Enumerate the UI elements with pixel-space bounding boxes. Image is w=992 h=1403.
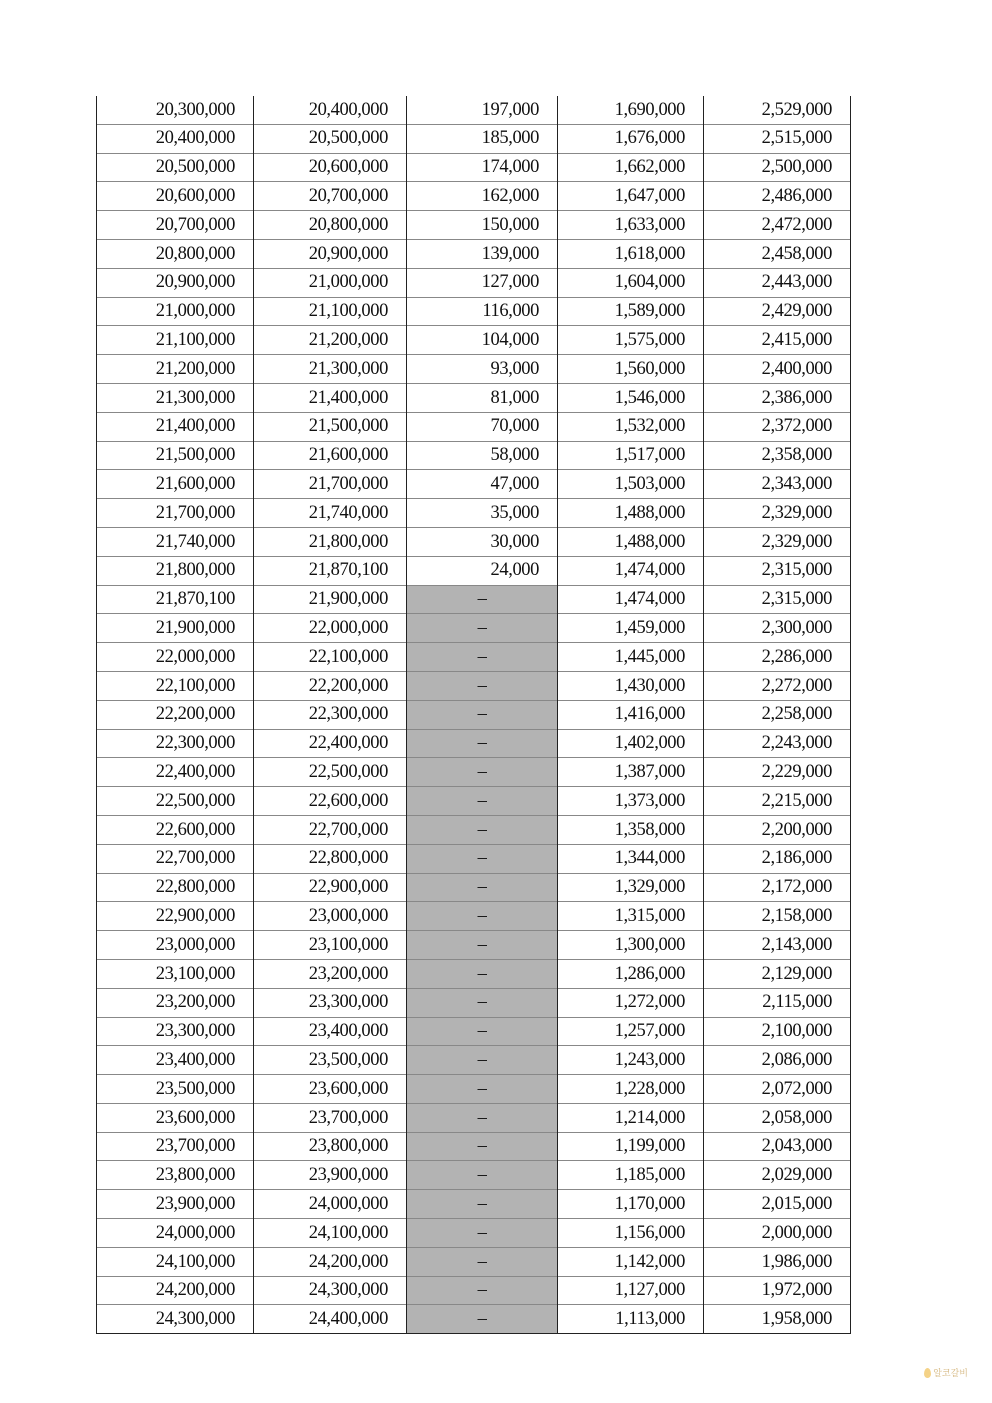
cell-income-to: 22,300,000 xyxy=(254,700,407,729)
cell-income-to: 23,600,000 xyxy=(254,1075,407,1104)
cell-income-from: 23,500,000 xyxy=(97,1075,254,1104)
cell-amount-c: 2,043,000 xyxy=(704,1132,851,1161)
drop-icon xyxy=(924,1368,931,1378)
cell-amount-c: 2,200,000 xyxy=(704,815,851,844)
cell-amount-c: 2,329,000 xyxy=(704,527,851,556)
cell-amount-b: 1,647,000 xyxy=(558,182,704,211)
cell-income-from: 21,870,100 xyxy=(97,585,254,614)
table-row xyxy=(97,1017,851,1046)
table-row xyxy=(97,988,851,1017)
cell-amount-c: 2,000,000 xyxy=(704,1219,851,1248)
cell-income-to: 24,300,000 xyxy=(254,1276,407,1305)
tax-table xyxy=(96,96,851,1334)
cell-amount-a: – xyxy=(407,643,558,672)
table-row xyxy=(97,1247,851,1276)
cell-amount-b: 1,257,000 xyxy=(558,1017,704,1046)
cell-amount-b: 1,387,000 xyxy=(558,758,704,787)
cell-amount-c: 2,286,000 xyxy=(704,643,851,672)
cell-amount-b: 1,517,000 xyxy=(558,441,704,470)
cell-income-from: 24,100,000 xyxy=(97,1247,254,1276)
cell-income-to: 22,000,000 xyxy=(254,614,407,643)
cell-income-from: 21,000,000 xyxy=(97,297,254,326)
table-row xyxy=(97,614,851,643)
table-row xyxy=(97,470,851,499)
cell-amount-c: 1,972,000 xyxy=(704,1276,851,1305)
cell-amount-b: 1,488,000 xyxy=(558,499,704,528)
cell-income-to: 23,800,000 xyxy=(254,1132,407,1161)
cell-amount-c: 2,129,000 xyxy=(704,959,851,988)
cell-amount-b: 1,373,000 xyxy=(558,787,704,816)
table-row xyxy=(97,758,851,787)
cell-income-to: 24,400,000 xyxy=(254,1305,407,1334)
cell-income-from: 20,300,000 xyxy=(97,96,254,124)
cell-amount-c: 2,086,000 xyxy=(704,1046,851,1075)
cell-amount-a: – xyxy=(407,988,558,1017)
cell-income-from: 23,400,000 xyxy=(97,1046,254,1075)
table-row xyxy=(97,153,851,182)
cell-amount-b: 1,315,000 xyxy=(558,902,704,931)
cell-income-from: 22,200,000 xyxy=(97,700,254,729)
cell-income-from: 23,100,000 xyxy=(97,959,254,988)
cell-amount-c: 2,343,000 xyxy=(704,470,851,499)
cell-income-from: 21,800,000 xyxy=(97,556,254,585)
table-row xyxy=(97,355,851,384)
cell-amount-c: 2,386,000 xyxy=(704,383,851,412)
cell-amount-a: 104,000 xyxy=(407,326,558,355)
cell-income-to: 21,870,100 xyxy=(254,556,407,585)
cell-income-to: 21,000,000 xyxy=(254,268,407,297)
cell-amount-c: 2,472,000 xyxy=(704,211,851,240)
cell-amount-b: 1,329,000 xyxy=(558,873,704,902)
table-row xyxy=(97,239,851,268)
cell-amount-b: 1,618,000 xyxy=(558,239,704,268)
cell-amount-c: 2,529,000 xyxy=(704,96,851,124)
cell-amount-b: 1,633,000 xyxy=(558,211,704,240)
cell-amount-b: 1,560,000 xyxy=(558,355,704,384)
cell-amount-c: 2,315,000 xyxy=(704,585,851,614)
cell-amount-b: 1,300,000 xyxy=(558,931,704,960)
cell-amount-b: 1,445,000 xyxy=(558,643,704,672)
cell-income-to: 22,200,000 xyxy=(254,671,407,700)
cell-income-to: 21,700,000 xyxy=(254,470,407,499)
cell-income-to: 20,900,000 xyxy=(254,239,407,268)
cell-amount-c: 1,958,000 xyxy=(704,1305,851,1334)
table-row xyxy=(97,1190,851,1219)
cell-income-to: 21,740,000 xyxy=(254,499,407,528)
cell-amount-a: – xyxy=(407,959,558,988)
cell-amount-a: – xyxy=(407,1017,558,1046)
cell-amount-c: 2,358,000 xyxy=(704,441,851,470)
table-row xyxy=(97,124,851,153)
cell-income-from: 20,800,000 xyxy=(97,239,254,268)
cell-amount-c: 2,029,000 xyxy=(704,1161,851,1190)
cell-income-from: 21,740,000 xyxy=(97,527,254,556)
cell-amount-b: 1,474,000 xyxy=(558,585,704,614)
cell-income-to: 22,700,000 xyxy=(254,815,407,844)
cell-income-from: 21,700,000 xyxy=(97,499,254,528)
cell-amount-a: – xyxy=(407,1276,558,1305)
cell-income-to: 22,900,000 xyxy=(254,873,407,902)
table-row xyxy=(97,931,851,960)
cell-amount-b: 1,662,000 xyxy=(558,153,704,182)
table-row xyxy=(97,959,851,988)
cell-amount-c: 2,229,000 xyxy=(704,758,851,787)
cell-income-to: 24,000,000 xyxy=(254,1190,407,1219)
table-row xyxy=(97,326,851,355)
cell-income-to: 20,800,000 xyxy=(254,211,407,240)
cell-amount-a: 70,000 xyxy=(407,412,558,441)
cell-amount-a: – xyxy=(407,1075,558,1104)
cell-amount-b: 1,170,000 xyxy=(558,1190,704,1219)
cell-income-to: 23,300,000 xyxy=(254,988,407,1017)
table-row xyxy=(97,700,851,729)
cell-amount-c: 2,329,000 xyxy=(704,499,851,528)
cell-amount-b: 1,575,000 xyxy=(558,326,704,355)
cell-income-from: 22,700,000 xyxy=(97,844,254,873)
cell-amount-b: 1,589,000 xyxy=(558,297,704,326)
cell-income-from: 22,900,000 xyxy=(97,902,254,931)
cell-income-to: 22,500,000 xyxy=(254,758,407,787)
cell-income-to: 24,100,000 xyxy=(254,1219,407,1248)
cell-income-to: 23,400,000 xyxy=(254,1017,407,1046)
cell-amount-b: 1,358,000 xyxy=(558,815,704,844)
table-row xyxy=(97,383,851,412)
cell-amount-c: 2,458,000 xyxy=(704,239,851,268)
cell-amount-a: – xyxy=(407,585,558,614)
cell-income-to: 22,800,000 xyxy=(254,844,407,873)
cell-income-from: 20,400,000 xyxy=(97,124,254,153)
cell-income-to: 23,200,000 xyxy=(254,959,407,988)
cell-amount-b: 1,286,000 xyxy=(558,959,704,988)
cell-amount-b: 1,142,000 xyxy=(558,1247,704,1276)
table-row xyxy=(97,297,851,326)
cell-income-to: 21,900,000 xyxy=(254,585,407,614)
cell-amount-a: 127,000 xyxy=(407,268,558,297)
cell-amount-b: 1,344,000 xyxy=(558,844,704,873)
table-row xyxy=(97,671,851,700)
cell-amount-a: 139,000 xyxy=(407,239,558,268)
cell-income-from: 21,400,000 xyxy=(97,412,254,441)
cell-amount-c: 2,243,000 xyxy=(704,729,851,758)
cell-amount-a: – xyxy=(407,1305,558,1334)
cell-income-from: 23,600,000 xyxy=(97,1103,254,1132)
cell-income-to: 23,000,000 xyxy=(254,902,407,931)
table-row xyxy=(97,412,851,441)
cell-income-to: 21,600,000 xyxy=(254,441,407,470)
cell-amount-c: 2,372,000 xyxy=(704,412,851,441)
cell-income-from: 24,300,000 xyxy=(97,1305,254,1334)
table-row xyxy=(97,96,851,124)
cell-income-from: 23,300,000 xyxy=(97,1017,254,1046)
cell-amount-c: 2,443,000 xyxy=(704,268,851,297)
table-row xyxy=(97,585,851,614)
cell-income-from: 23,800,000 xyxy=(97,1161,254,1190)
cell-amount-a: 116,000 xyxy=(407,297,558,326)
cell-amount-c: 1,986,000 xyxy=(704,1247,851,1276)
table-row xyxy=(97,643,851,672)
table-row xyxy=(97,211,851,240)
cell-amount-b: 1,459,000 xyxy=(558,614,704,643)
cell-amount-b: 1,214,000 xyxy=(558,1103,704,1132)
cell-amount-c: 2,015,000 xyxy=(704,1190,851,1219)
table-row xyxy=(97,1103,851,1132)
cell-amount-b: 1,474,000 xyxy=(558,556,704,585)
cell-amount-b: 1,228,000 xyxy=(558,1075,704,1104)
cell-amount-c: 2,415,000 xyxy=(704,326,851,355)
cell-amount-c: 2,143,000 xyxy=(704,931,851,960)
cell-amount-a: – xyxy=(407,1046,558,1075)
cell-amount-a: 35,000 xyxy=(407,499,558,528)
cell-income-to: 20,500,000 xyxy=(254,124,407,153)
cell-amount-b: 1,604,000 xyxy=(558,268,704,297)
cell-amount-a: 185,000 xyxy=(407,124,558,153)
cell-amount-b: 1,272,000 xyxy=(558,988,704,1017)
cell-amount-c: 2,300,000 xyxy=(704,614,851,643)
cell-amount-a: – xyxy=(407,1190,558,1219)
cell-amount-b: 1,416,000 xyxy=(558,700,704,729)
cell-income-from: 22,500,000 xyxy=(97,787,254,816)
table-row xyxy=(97,1219,851,1248)
cell-income-from: 22,100,000 xyxy=(97,671,254,700)
cell-amount-c: 2,100,000 xyxy=(704,1017,851,1046)
cell-income-from: 21,500,000 xyxy=(97,441,254,470)
cell-amount-a: 30,000 xyxy=(407,527,558,556)
cell-amount-c: 2,315,000 xyxy=(704,556,851,585)
cell-income-to: 21,300,000 xyxy=(254,355,407,384)
cell-income-to: 22,100,000 xyxy=(254,643,407,672)
cell-income-from: 22,600,000 xyxy=(97,815,254,844)
cell-amount-b: 1,156,000 xyxy=(558,1219,704,1248)
cell-amount-b: 1,243,000 xyxy=(558,1046,704,1075)
cell-amount-b: 1,676,000 xyxy=(558,124,704,153)
cell-income-from: 23,700,000 xyxy=(97,1132,254,1161)
cell-amount-c: 2,115,000 xyxy=(704,988,851,1017)
cell-income-from: 23,000,000 xyxy=(97,931,254,960)
cell-income-from: 24,200,000 xyxy=(97,1276,254,1305)
cell-amount-b: 1,113,000 xyxy=(558,1305,704,1334)
cell-income-from: 24,000,000 xyxy=(97,1219,254,1248)
table-row xyxy=(97,556,851,585)
cell-income-to: 21,100,000 xyxy=(254,297,407,326)
cell-income-to: 22,600,000 xyxy=(254,787,407,816)
cell-income-from: 21,200,000 xyxy=(97,355,254,384)
cell-income-from: 22,800,000 xyxy=(97,873,254,902)
cell-amount-a: – xyxy=(407,1247,558,1276)
cell-amount-c: 2,258,000 xyxy=(704,700,851,729)
cell-amount-a: – xyxy=(407,700,558,729)
cell-amount-c: 2,429,000 xyxy=(704,297,851,326)
watermark xyxy=(924,1366,968,1379)
cell-income-to: 23,500,000 xyxy=(254,1046,407,1075)
cell-income-to: 21,500,000 xyxy=(254,412,407,441)
table-row xyxy=(97,499,851,528)
cell-income-to: 23,700,000 xyxy=(254,1103,407,1132)
cell-amount-c: 2,158,000 xyxy=(704,902,851,931)
cell-amount-a: – xyxy=(407,787,558,816)
cell-amount-a: 150,000 xyxy=(407,211,558,240)
cell-amount-a: 47,000 xyxy=(407,470,558,499)
table-row xyxy=(97,902,851,931)
table-row xyxy=(97,729,851,758)
cell-income-from: 20,500,000 xyxy=(97,153,254,182)
cell-income-from: 20,600,000 xyxy=(97,182,254,211)
table-row xyxy=(97,1132,851,1161)
cell-amount-c: 2,272,000 xyxy=(704,671,851,700)
table-row xyxy=(97,844,851,873)
table-body xyxy=(97,96,851,1334)
cell-amount-c: 2,500,000 xyxy=(704,153,851,182)
table-row xyxy=(97,815,851,844)
cell-amount-b: 1,127,000 xyxy=(558,1276,704,1305)
cell-amount-b: 1,185,000 xyxy=(558,1161,704,1190)
cell-amount-a: – xyxy=(407,815,558,844)
table-row xyxy=(97,527,851,556)
cell-amount-b: 1,532,000 xyxy=(558,412,704,441)
cell-amount-a: – xyxy=(407,758,558,787)
cell-amount-c: 2,058,000 xyxy=(704,1103,851,1132)
cell-income-to: 21,400,000 xyxy=(254,383,407,412)
table-row xyxy=(97,1075,851,1104)
cell-income-from: 21,100,000 xyxy=(97,326,254,355)
table-row xyxy=(97,1305,851,1334)
cell-amount-b: 1,402,000 xyxy=(558,729,704,758)
watermark-text: 알코갈비 xyxy=(933,1369,968,1379)
cell-amount-a: 197,000 xyxy=(407,96,558,124)
cell-amount-b: 1,430,000 xyxy=(558,671,704,700)
cell-amount-a: 58,000 xyxy=(407,441,558,470)
cell-income-to: 22,400,000 xyxy=(254,729,407,758)
cell-income-to: 20,600,000 xyxy=(254,153,407,182)
table-row xyxy=(97,873,851,902)
cell-income-to: 23,900,000 xyxy=(254,1161,407,1190)
table-row xyxy=(97,268,851,297)
cell-amount-c: 2,486,000 xyxy=(704,182,851,211)
cell-amount-b: 1,488,000 xyxy=(558,527,704,556)
cell-amount-a: 174,000 xyxy=(407,153,558,182)
cell-amount-b: 1,546,000 xyxy=(558,383,704,412)
cell-income-from: 21,300,000 xyxy=(97,383,254,412)
cell-amount-c: 2,215,000 xyxy=(704,787,851,816)
cell-amount-a: 24,000 xyxy=(407,556,558,585)
cell-amount-c: 2,400,000 xyxy=(704,355,851,384)
cell-amount-a: – xyxy=(407,931,558,960)
cell-amount-a: 93,000 xyxy=(407,355,558,384)
cell-income-to: 23,100,000 xyxy=(254,931,407,960)
cell-amount-a: – xyxy=(407,1132,558,1161)
cell-income-to: 20,400,000 xyxy=(254,96,407,124)
cell-amount-a: – xyxy=(407,1103,558,1132)
cell-amount-a: – xyxy=(407,614,558,643)
cell-income-to: 21,800,000 xyxy=(254,527,407,556)
table-row xyxy=(97,441,851,470)
cell-amount-c: 2,072,000 xyxy=(704,1075,851,1104)
cell-amount-b: 1,503,000 xyxy=(558,470,704,499)
cell-income-from: 20,900,000 xyxy=(97,268,254,297)
cell-income-to: 20,700,000 xyxy=(254,182,407,211)
cell-amount-a: 81,000 xyxy=(407,383,558,412)
cell-income-from: 22,400,000 xyxy=(97,758,254,787)
cell-amount-c: 2,186,000 xyxy=(704,844,851,873)
cell-income-from: 23,200,000 xyxy=(97,988,254,1017)
cell-income-from: 21,600,000 xyxy=(97,470,254,499)
table-row xyxy=(97,182,851,211)
cell-amount-c: 2,515,000 xyxy=(704,124,851,153)
cell-amount-b: 1,690,000 xyxy=(558,96,704,124)
cell-income-to: 21,200,000 xyxy=(254,326,407,355)
cell-income-from: 22,300,000 xyxy=(97,729,254,758)
cell-amount-b: 1,199,000 xyxy=(558,1132,704,1161)
table-row xyxy=(97,1276,851,1305)
cell-income-from: 23,900,000 xyxy=(97,1190,254,1219)
cell-income-from: 20,700,000 xyxy=(97,211,254,240)
cell-income-from: 22,000,000 xyxy=(97,643,254,672)
table-row xyxy=(97,1161,851,1190)
table-row xyxy=(97,787,851,816)
cell-amount-a: – xyxy=(407,729,558,758)
cell-income-from: 21,900,000 xyxy=(97,614,254,643)
cell-amount-a: – xyxy=(407,1161,558,1190)
cell-income-to: 24,200,000 xyxy=(254,1247,407,1276)
cell-amount-a: – xyxy=(407,902,558,931)
cell-amount-c: 2,172,000 xyxy=(704,873,851,902)
cell-amount-a: 162,000 xyxy=(407,182,558,211)
cell-amount-a: – xyxy=(407,1219,558,1248)
cell-amount-a: – xyxy=(407,671,558,700)
cell-amount-a: – xyxy=(407,844,558,873)
cell-amount-a: – xyxy=(407,873,558,902)
table-row xyxy=(97,1046,851,1075)
